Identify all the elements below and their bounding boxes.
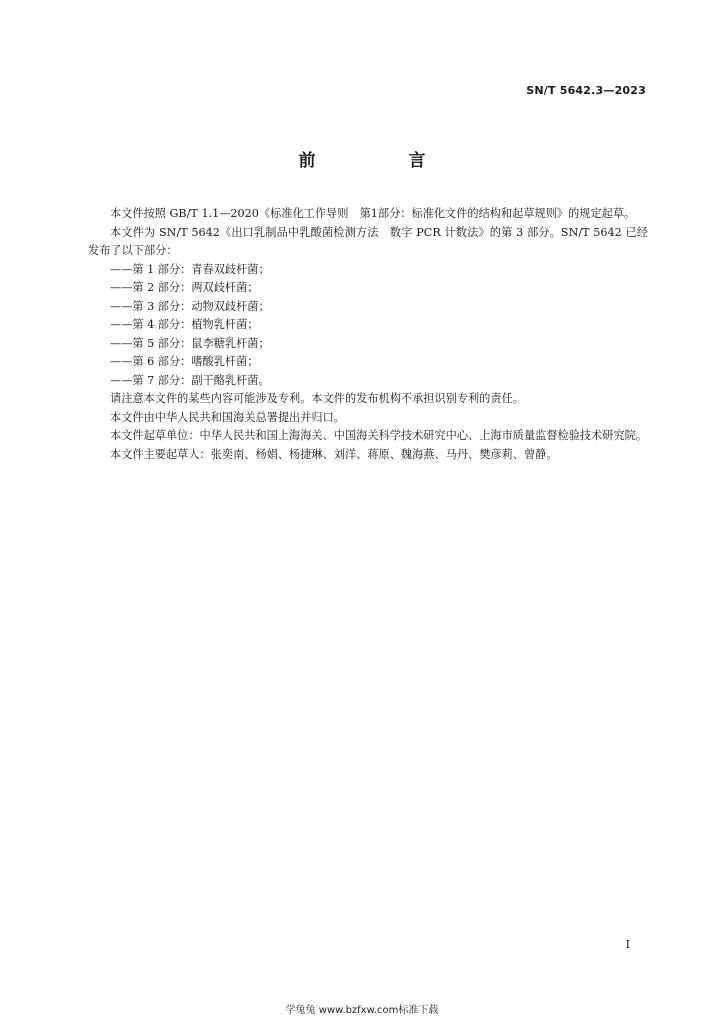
foreword-body (88, 205, 648, 464)
paragraph-parts-intro: 本文件为 SN/T 5642《出口乳制品中乳酸菌检测方法 数字 PCR 计数法》的第 3 部分。SN/T 5642 已经发布了以下部分： (88, 225, 648, 257)
list-item: ——第 3 部分：动物双歧杆菌； (110, 299, 270, 313)
list-item: ——第 5 部分：鼠李糖乳杆菌； (110, 336, 270, 350)
footer-watermark: 学兔兔 www.bzfxw.com标准下载 (285, 1005, 439, 1016)
list-item: ——第 6 部分：嗜酸乳杆菌； (110, 355, 259, 368)
paragraph-drafters: 本文件主要起草人：张奕南、杨娟、杨捷琳、刘洋、蒋原、魏海燕、马丹、樊彦莉、曾静。 (110, 447, 558, 461)
list-item: ——第 1 部分：青春双歧杆菌； (110, 262, 270, 276)
paragraph-patent-notice: 请注意本文件的某些内容可能涉及专利。本文件的发布机构不承担识别专利的责任。 (110, 392, 524, 405)
paragraph-proposer: 本文件由中华人民共和国海关总署提出并归口。 (110, 410, 345, 424)
paragraph-drafting-rules: 本文件按照 GB/T 1.1—2020《标准化工作导则 第1部分：标准化文件的结构和起草规则》的规定起草。 (110, 207, 636, 220)
list-item: ——第 2 部分：两双歧杆菌； (110, 281, 259, 294)
document-code: SN/T 5642.3—2023 (526, 84, 646, 97)
list-item: ——第 4 部分：植物乳杆菌； (110, 318, 259, 331)
page-number: I (625, 938, 630, 951)
list-item: ——第 7 部分：副干酪乳杆菌。 (110, 373, 270, 387)
page-title: 前 言 (298, 151, 464, 171)
paragraph-drafting-units: 本文件起草单位：中华人民共和国上海海关、中国海关科学技术研究中心、上海市质量监督检验技术研究院。 (110, 429, 648, 442)
